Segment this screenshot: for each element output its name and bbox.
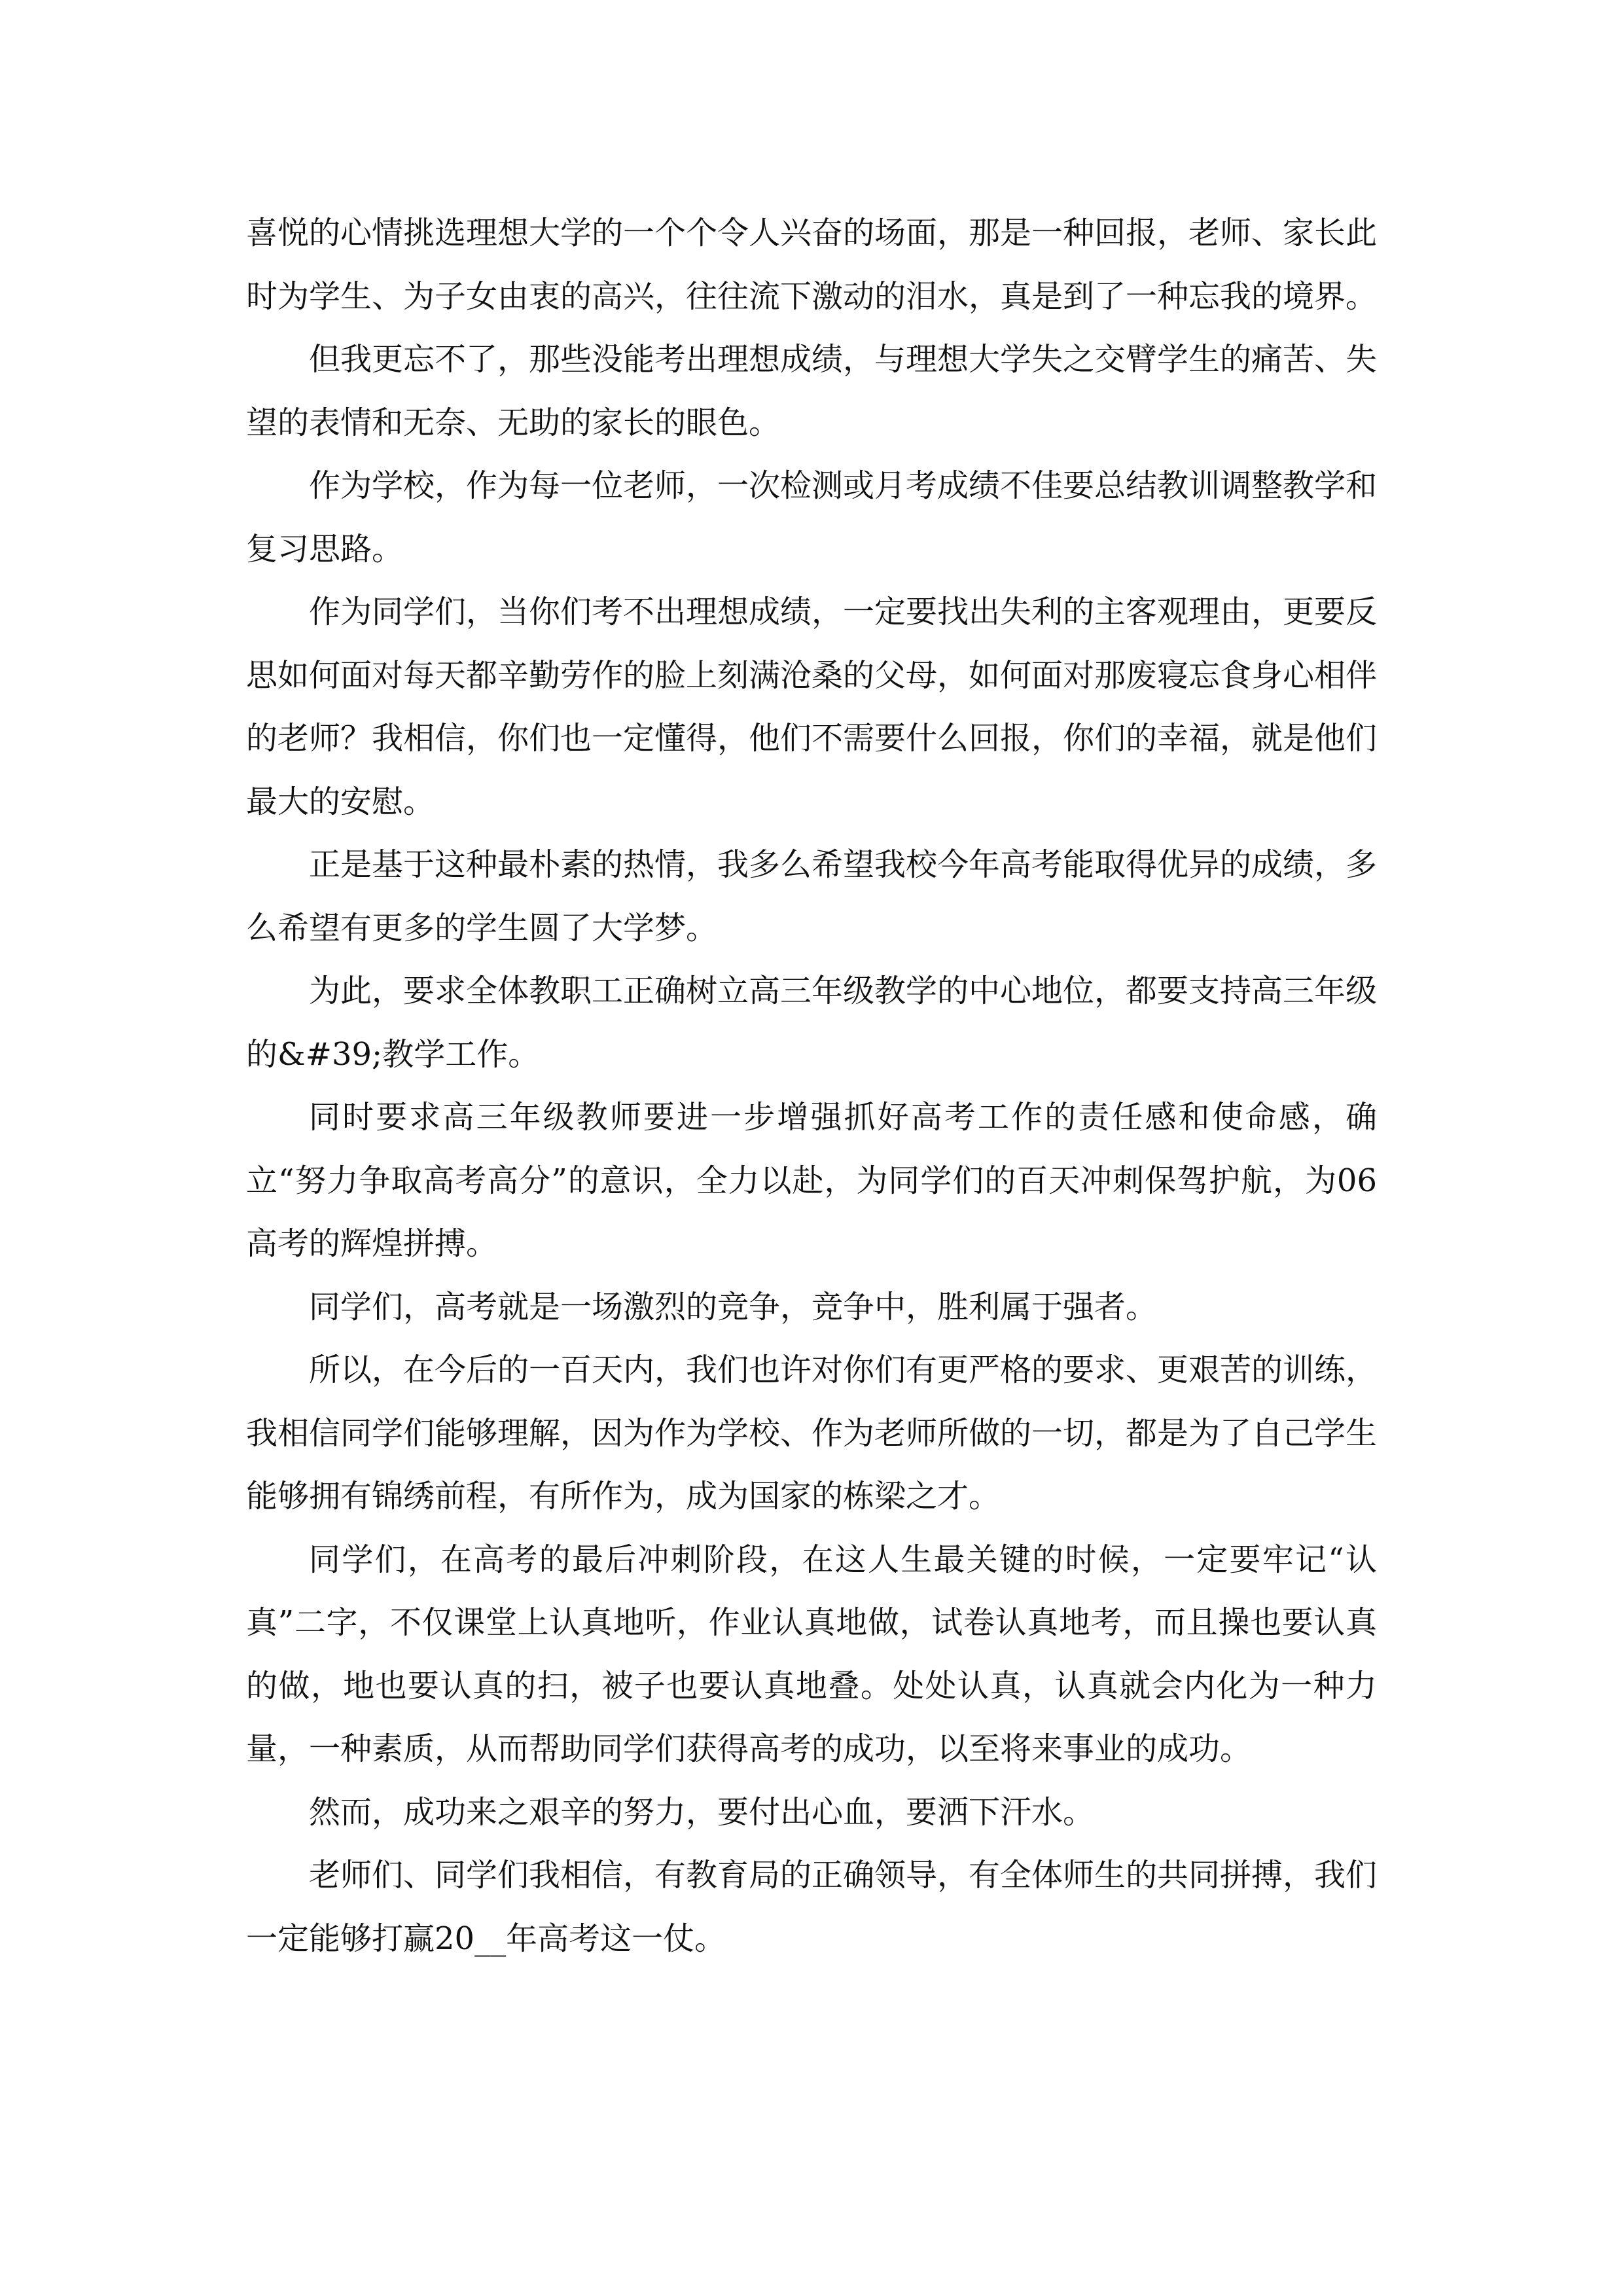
paragraph-7: 同时要求高三年级教师要进一步增强抓好高考工作的责任感和使命感，确立“努力争取高考高分”的意识，全力以赴，为同学们的百天冲刺保驾护航，为06高考的辉煌拼搏。 (246, 1099, 1377, 1262)
paragraph-10: 同学们，在高考的最后冲刺阶段，在这人生最关键的时候，一定要牢记“认真”二字，不仅课堂上认真地听，作业认真地做，试卷认真地考，而且操也要认真的做，地也要认真的扫，被子也要认真地叠。处处认真，认真就会内化为一种力量，一种素质，从而帮助同学们获得高考的成功，以至将来事业的成功。 (246, 1541, 1377, 1767)
paragraph-1: 喜悦的心情挑选理想大学的一个个令人兴奋的场面，那是一种回报，老师、家长此时为学生、为子女由衷的高兴，往往流下激动的泪水，真是到了一种忘我的境界。 (246, 215, 1378, 315)
paragraph-6: 为此，要求全体教职工正确树立高三年级教学的中心地位，都要支持高三年级的&#39;教学工作。 (246, 973, 1378, 1073)
paragraph-11: 然而，成功来之艰辛的努力，要付出心血，要洒下汗水。 (309, 1793, 1095, 1831)
paragraph-8: 同学们，高考就是一场激烈的竞争，竞争中，胜利属于强者。 (309, 1288, 1158, 1325)
paragraph-3: 作为学校，作为每一位老师，一次检测或月考成绩不佳要总结教训调整教学和复习思路。 (246, 467, 1378, 567)
paragraph-2: 但我更忘不了，那些没能考出理想成绩，与理想大学失之交臂学生的痛苦、失望的表情和无奈、无助的家长的眼色。 (246, 341, 1378, 441)
paragraph-5: 正是基于这种最朴素的热情，我多么希望我校今年高考能取得优异的成绩，多么希望有更多的学生圆了大学梦。 (246, 846, 1378, 946)
paragraph-12: 老师们、同学们我相信，有教育局的正确领导，有全体师生的共同拼搏，我们一定能够打赢20__年高考这一仗。 (246, 1857, 1378, 1957)
document-body (246, 202, 1377, 1970)
paragraph-9: 所以，在今后的一百天内，我们也许对你们有更严格的要求、更艰苦的训练，我相信同学们能够理解，因为作为学校、作为老师所做的一切，都是为了自己学生能够拥有锦绣前程，有所作为，成为国家的栋梁之才。 (246, 1352, 1378, 1515)
paragraph-4: 作为同学们，当你们考不出理想成绩，一定要找出失利的主客观理由，更要反思如何面对每天都辛勤劳作的脸上刻满沧桑的父母，如何面对那废寝忘食身心相伴的老师？我相信，你们也一定懂得，他们不需要什么回报，你们的幸福，就是他们最大的安慰。 (246, 594, 1378, 820)
